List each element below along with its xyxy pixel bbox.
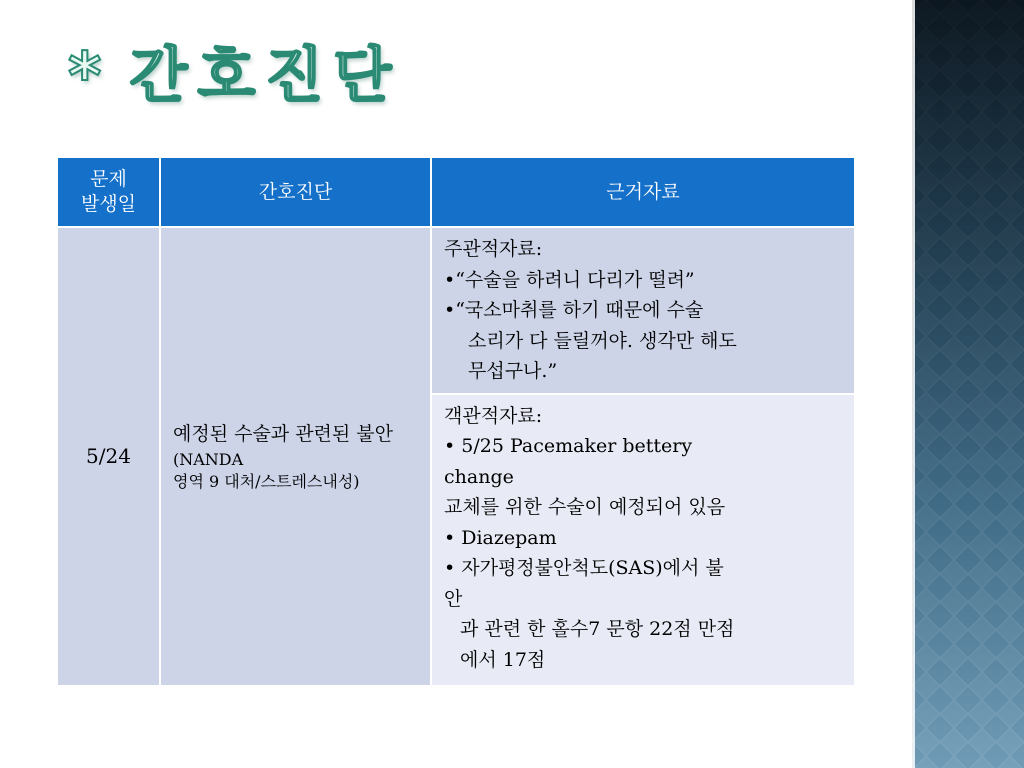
- header-nursing-diagnosis: 간호진단: [160, 157, 431, 227]
- objective-item-2: • Diazepam: [444, 526, 557, 549]
- title-asterisk: *: [68, 40, 112, 114]
- cell-date: 5/24: [57, 227, 160, 686]
- objective-item-3b: 안: [444, 587, 463, 610]
- cell-diagnosis: [160, 227, 431, 686]
- header-problem-date-line2: 발생일: [80, 193, 137, 215]
- subjective-item-2a: •“국소마취를 하기 때문에 수술: [444, 299, 704, 321]
- diagnosis-nanda: (NANDA: [173, 449, 244, 469]
- diagnosis-domain: 영역 9 대처/스트레스내성): [173, 471, 360, 491]
- objective-item-3a: • 자가평정불안척도(SAS)에서 불: [444, 557, 724, 579]
- title-text: 간호진단: [129, 41, 402, 111]
- objective-item-1b: change: [444, 465, 514, 488]
- table-row: [57, 227, 855, 394]
- decorative-side-strip: [912, 0, 1024, 768]
- subjective-item-2b: 소리가 다 들릴꺼야. 생각만 해도: [468, 329, 737, 352]
- nursing-diagnosis-table: [56, 156, 856, 687]
- objective-item-1a: • 5/25 Pacemaker bettery: [444, 435, 693, 457]
- subjective-title: 주관적자료:: [444, 238, 543, 260]
- header-problem-date-line1: 문제: [90, 168, 127, 190]
- slide-title: [68, 26, 401, 116]
- diagnosis-main: 예정된 수술과 관련된 불안: [173, 422, 394, 445]
- cell-subjective-data: [431, 227, 855, 394]
- subjective-item-2c: 무섭구나.”: [468, 360, 558, 382]
- table-header-row: [57, 157, 855, 227]
- cell-objective-data: [431, 394, 855, 686]
- subjective-item-1: •“수술을 하려니 다리가 떨려”: [444, 268, 695, 291]
- objective-item-3d: 에서 17점: [460, 648, 546, 671]
- objective-title: 객관적자료:: [444, 404, 543, 427]
- header-evidence: 근거자료: [431, 157, 855, 227]
- objective-item-3c: 과 관련 한 홀수7 문항 22점 만점: [460, 618, 735, 640]
- diamond-pattern-icon: [912, 0, 1024, 768]
- side-strip-edge: [912, 0, 915, 768]
- header-problem-date: [57, 157, 160, 227]
- objective-item-1c: 교체를 위한 수술이 예정되어 있음: [444, 496, 726, 518]
